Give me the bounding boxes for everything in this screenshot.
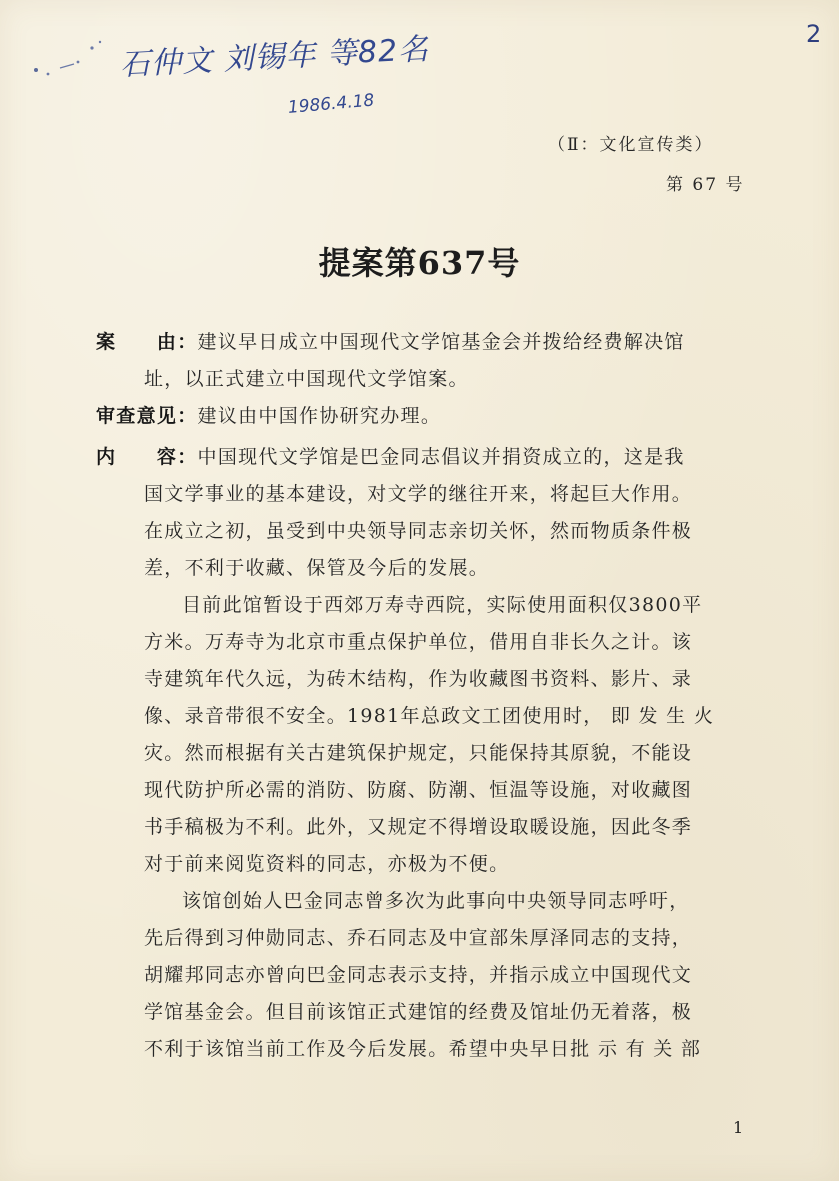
content-line: 中国现代文学馆是巴金同志倡议并捐资成立的，这是我 [197,446,685,468]
category-label: （Ⅱ：文化宣传类） [548,135,714,155]
handwritten-date: 1986.4.18 [287,90,376,118]
content-section [96,439,756,1068]
content-line: 胡耀邦同志亦曾向巴金同志表示支持，并指示成立中国现代文 [144,964,693,986]
content-line: 学馆基金会。但目前该馆正式建馆的经费及馆址仍无着落，极 [144,1001,693,1023]
handwritten-page-mark: 2 [806,20,822,48]
content-line: 像、录音带很不安全。1981年总政文工团使用时， 即 发 生 火 [144,705,715,727]
proposal-category-number: 第 67 号 [666,175,745,195]
ink-dots-icon [30,40,110,80]
reason-label: 案 由： [96,331,198,353]
content-line: 现代防护所必需的消防、防腐、防潮、恒温等设施，对收藏图 [144,779,693,801]
content-line: 先后得到习仲勋同志、乔石同志及中宣部朱厚泽同志的支持， [144,927,693,949]
page-title: 提案第637号 [318,244,521,282]
content-line: 对于前来阅览资料的同志，亦极为不便。 [144,853,510,875]
content-line: 书手稿极为不利。此外，又规定不得增设取暖设施，因此冬季 [144,816,693,838]
handwritten-proposers: 石仲文 刘锡年 等82名 [119,31,430,83]
review-section [96,398,756,435]
content-line: 在成立之初，虽受到中央领导同志亲切关怀，然而物质条件极 [144,520,693,542]
content-label: 内 容： [96,446,198,468]
reason-section [96,324,756,398]
content-line: 差，不利于收藏、保管及今后的发展。 [144,557,490,579]
reason-line: 址，以正式建立中国现代文学馆案。 [144,368,469,390]
review-label: 审查意见： [96,405,198,427]
page-number: 1 [733,1118,744,1137]
content-line: 该馆创始人巴金同志曾多次为此事向中央领导同志呼吁， [182,890,690,912]
content-line: 国文学事业的基本建设，对文学的继往开来，将起巨大作用。 [144,483,693,505]
review-text: 建议由中国作协研究办理。 [197,405,442,427]
content-line: 灾。然而根据有关古建筑保护规定，只能保持其原貌，不能设 [144,742,693,764]
content-line: 不利于该馆当前工作及今后发展。希望中央早日批 示 有 关 部 [144,1038,702,1060]
content-line: 方米。万寿寺为北京市重点保护单位，借用自非长久之计。该 [144,631,693,653]
reason-line: 建议早日成立中国现代文学馆基金会并拨给经费解决馆 [197,331,685,353]
content-line: 寺建筑年代久远，为砖木结构，作为收藏图书资料、影片、录 [144,668,693,690]
content-line: 目前此馆暂设于西郊万寿寺西院，实际使用面积仅3800平 [182,594,703,616]
